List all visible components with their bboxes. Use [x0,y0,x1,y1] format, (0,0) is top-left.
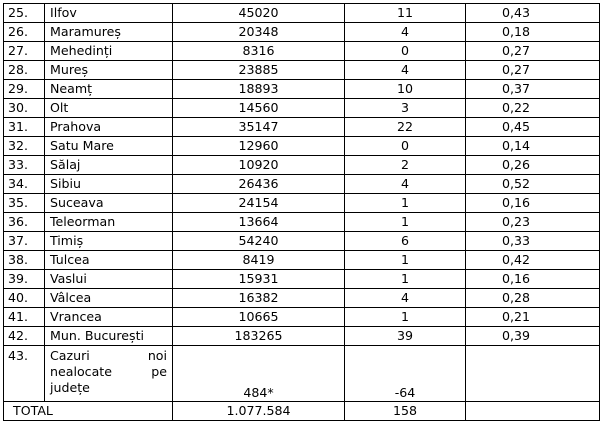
population-value: 8419 [173,251,345,270]
unallocated-cases: -64 [345,346,466,402]
rate-value: 0,21 [466,308,600,327]
cases-value: 3 [345,99,466,118]
county-cases-table [3,3,600,421]
table-row [4,327,600,346]
cases-value: 0 [345,42,466,61]
table-row [4,251,600,270]
table-row [4,80,600,99]
rate-value: 0,23 [466,213,600,232]
county-name: Vaslui [45,270,173,289]
county-name: Neamț [45,80,173,99]
cases-value: 4 [345,289,466,308]
rate-value: 0,14 [466,137,600,156]
table-row [4,213,600,232]
cases-value: 4 [345,23,466,42]
row-number: 31. [4,118,45,137]
table-body [4,4,600,346]
rate-value: 0,18 [466,23,600,42]
county-name: Vrancea [45,308,173,327]
population-value: 18893 [173,80,345,99]
unallocated-population: 484* [173,346,345,402]
total-population: 1.077.584 [173,402,345,421]
row-number: 38. [4,251,45,270]
rate-value: 0,42 [466,251,600,270]
row-number: 30. [4,99,45,118]
cases-value: 6 [345,232,466,251]
rate-value: 0,27 [466,42,600,61]
total-label: TOTAL [4,402,173,421]
row-number: 28. [4,61,45,80]
rate-value: 0,37 [466,80,600,99]
row-number: 40. [4,289,45,308]
unallocated-row [4,346,600,402]
cases-value: 10 [345,80,466,99]
row-number: 27. [4,42,45,61]
population-value: 13664 [173,213,345,232]
population-value: 14560 [173,99,345,118]
county-name: Sălaj [45,156,173,175]
table-row [4,42,600,61]
table-row [4,308,600,327]
population-value: 12960 [173,137,345,156]
population-value: 35147 [173,118,345,137]
cases-value: 4 [345,61,466,80]
county-name: Satu Mare [45,137,173,156]
row-number: 42. [4,327,45,346]
rate-value: 0,45 [466,118,600,137]
row-number: 29. [4,80,45,99]
row-number: 35. [4,194,45,213]
table-row [4,23,600,42]
total-cases: 158 [345,402,466,421]
rate-value: 0,27 [466,61,600,80]
row-number: 41. [4,308,45,327]
population-value: 15931 [173,270,345,289]
table-row [4,270,600,289]
row-number: 33. [4,156,45,175]
rate-value: 0,16 [466,194,600,213]
table-row [4,232,600,251]
table-row [4,156,600,175]
population-value: 10920 [173,156,345,175]
population-value: 20348 [173,23,345,42]
population-value: 45020 [173,4,345,23]
total-row [4,402,600,421]
table-row [4,137,600,156]
rate-value: 0,33 [466,232,600,251]
row-number: 39. [4,270,45,289]
population-value: 8316 [173,42,345,61]
county-name: Mun. București [45,327,173,346]
cases-value: 39 [345,327,466,346]
rate-value: 0,22 [466,99,600,118]
county-name: Suceava [45,194,173,213]
population-value: 26436 [173,175,345,194]
unallocated-label: Cazuri noi nealocate pe județe [45,346,173,402]
table-row [4,175,600,194]
county-name: Mehedinți [45,42,173,61]
table-row [4,118,600,137]
county-name: Ilfov [45,4,173,23]
row-number: 34. [4,175,45,194]
county-name: Vâlcea [45,289,173,308]
population-value: 23885 [173,61,345,80]
table-footer [4,346,600,421]
rate-value: 0,16 [466,270,600,289]
total-rate [466,402,600,421]
row-number: 32. [4,137,45,156]
cases-value: 0 [345,137,466,156]
cases-value: 1 [345,251,466,270]
rate-value: 0,39 [466,327,600,346]
population-value: 183265 [173,327,345,346]
row-number: 37. [4,232,45,251]
row-number: 36. [4,213,45,232]
population-value: 10665 [173,308,345,327]
table-row [4,289,600,308]
cases-value: 22 [345,118,466,137]
county-name: Olt [45,99,173,118]
county-name: Tulcea [45,251,173,270]
row-number: 43. [4,346,45,402]
table-row [4,61,600,80]
rate-value: 0,52 [466,175,600,194]
rate-value: 0,26 [466,156,600,175]
cases-value: 1 [345,213,466,232]
population-value: 24154 [173,194,345,213]
cases-value: 2 [345,156,466,175]
county-name: Teleorman [45,213,173,232]
county-name: Sibiu [45,175,173,194]
table-row [4,194,600,213]
rate-value: 0,43 [466,4,600,23]
cases-value: 11 [345,4,466,23]
cases-value: 1 [345,194,466,213]
cases-value: 1 [345,308,466,327]
population-value: 54240 [173,232,345,251]
table-row [4,4,600,23]
cases-value: 4 [345,175,466,194]
unallocated-rate [466,346,600,402]
county-name: Timiș [45,232,173,251]
county-name: Prahova [45,118,173,137]
cases-value: 1 [345,270,466,289]
rate-value: 0,28 [466,289,600,308]
table-row [4,99,600,118]
population-value: 16382 [173,289,345,308]
row-number: 26. [4,23,45,42]
county-name: Maramureș [45,23,173,42]
county-name: Mureș [45,61,173,80]
row-number: 25. [4,4,45,23]
